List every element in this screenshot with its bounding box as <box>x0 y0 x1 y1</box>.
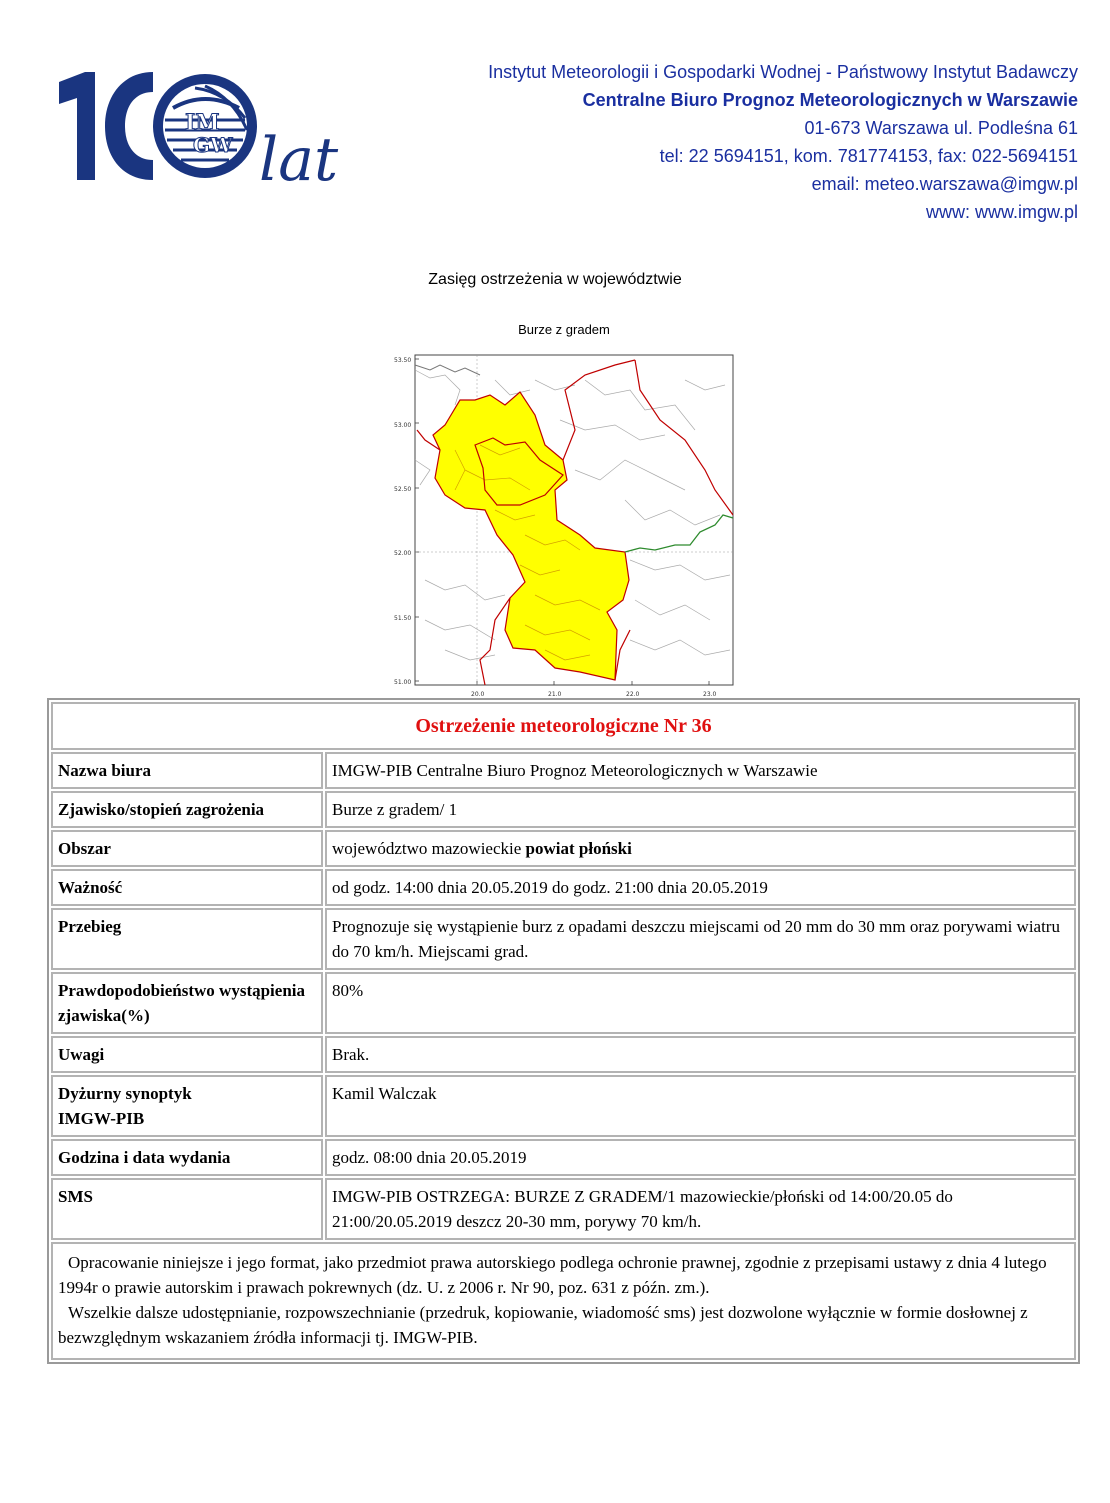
map-subtitle: Burze z gradem <box>518 322 610 337</box>
lat-tick: 51.50 <box>394 615 412 622</box>
row-value: godz. 08:00 dnia 20.05.2019 <box>325 1139 1076 1176</box>
map-heading: Zasięg ostrzeżenia w województwie <box>428 271 682 288</box>
row-label: Godzina i data wydania <box>51 1139 323 1176</box>
table-row <box>51 1075 1076 1137</box>
row-value: od godz. 14:00 dnia 20.05.2019 do godz. 21:00 dnia 20.05.2019 <box>325 869 1076 906</box>
row-value: IMGW-PIB OSTRZEGA: BURZE Z GRADEM/1 mazowieckie/płoński od 14:00/20.05 do 21:00/20.05.2019 deszcz 20-30 mm, porywy 70 km/h. <box>325 1178 1076 1240</box>
row-value: Prognozuje się wystąpienie burz z opadami deszczu miejscami od 20 mm do 30 mm oraz porywami wiatru do 70 km/h. Miejscami grad. <box>325 908 1076 970</box>
office-name: Centralne Biuro Prognoz Meteorologicznych w Warszawie <box>582 90 1078 110</box>
warning-title: Ostrzeżenie meteorologiczne Nr 36 <box>51 702 1076 750</box>
copyright-notice <box>51 1242 1076 1360</box>
area-powiat: powiat płoński <box>525 839 632 858</box>
table-row <box>51 830 1076 867</box>
table-row <box>51 1036 1076 1073</box>
logo-digit-one <box>59 72 95 180</box>
lon-tick: 22.0 <box>626 691 640 698</box>
row-label: Przebieg <box>51 908 323 970</box>
website[interactable]: www: www.imgw.pl <box>925 202 1078 222</box>
lon-tick: 23.0 <box>703 691 717 698</box>
email[interactable]: email: meteo.warszawa@imgw.pl <box>811 174 1078 194</box>
warning-area-map <box>385 350 740 700</box>
institute-contact-block <box>488 58 1078 226</box>
table-row <box>51 752 1076 789</box>
label-line: Dyżurny synoptyk <box>58 1084 192 1103</box>
row-label <box>51 1075 323 1137</box>
address: 01-673 Warszawa ul. Podleśna 61 <box>804 118 1078 138</box>
lat-tick: 52.50 <box>394 486 412 493</box>
row-label: Ważność <box>51 869 323 906</box>
label-line: IMGW-PIB <box>58 1109 145 1128</box>
imgw-100-lat-logo <box>55 68 345 193</box>
lat-tick: 53.00 <box>394 422 412 429</box>
table-row <box>51 908 1076 970</box>
phone: tel: 22 5694151, kom. 781774153, fax: 022-5694151 <box>659 146 1078 166</box>
row-value: 80% <box>325 972 1076 1034</box>
row-label: Zjawisko/stopień zagrożenia <box>51 791 323 828</box>
lat-tick: 51.00 <box>394 679 412 686</box>
row-value: Kamil Walczak <box>325 1075 1076 1137</box>
warning-table <box>47 698 1080 1364</box>
row-label: Nazwa biura <box>51 752 323 789</box>
lat-tick: 52.00 <box>394 550 412 557</box>
svg-text:IM: IM <box>185 110 220 136</box>
logo-globe <box>153 74 257 178</box>
area-region: województwo mazowieckie <box>332 839 526 858</box>
copyright-paragraph: Opracowanie niniejsze i jego format, jako przedmiot prawa autorskiego podlega ochronie prawnej, zgodnie z przepisami ustawy z dnia 4 lutego 1994r o prawie autorskim i prawach pokrewnych (dz. U. z 2006 r. Nr 90, poz. 631 z późn. zm.). <box>58 1253 1047 1297</box>
table-row <box>51 869 1076 906</box>
row-label: SMS <box>51 1178 323 1240</box>
logo-lat-text: lat <box>259 125 339 193</box>
row-label: Obszar <box>51 830 323 867</box>
svg-text:GW: GW <box>193 133 233 157</box>
row-value <box>325 830 1076 867</box>
logo-digit-zero <box>105 72 153 180</box>
row-value: IMGW-PIB Centralne Biuro Prognoz Meteorologicznych w Warszawie <box>325 752 1076 789</box>
lat-tick: 53.50 <box>394 357 412 364</box>
table-row <box>51 972 1076 1034</box>
row-label: Uwagi <box>51 1036 323 1073</box>
row-label: Prawdopodobieństwo wystąpienia zjawiska(%) <box>51 972 323 1034</box>
institute-name: Instytut Meteorologii i Gospodarki Wodnej - Państwowy Instytut Badawczy <box>488 62 1078 82</box>
lon-tick: 20.0 <box>471 691 485 698</box>
table-row <box>51 1178 1076 1240</box>
usage-paragraph: Wszelkie dalsze udostępnianie, rozpowszechnianie (przedruk, kopiowanie, wiadomość sms) jest dozwolone wyłącznie w formie dosłownej z bezwzględnym wskazaniem źródła informacji tj. IMGW-PIB. <box>58 1303 1028 1347</box>
row-value: Burze z gradem/ 1 <box>325 791 1076 828</box>
table-row <box>51 791 1076 828</box>
row-value: Brak. <box>325 1036 1076 1073</box>
lon-tick: 21.0 <box>548 691 562 698</box>
table-row <box>51 1139 1076 1176</box>
